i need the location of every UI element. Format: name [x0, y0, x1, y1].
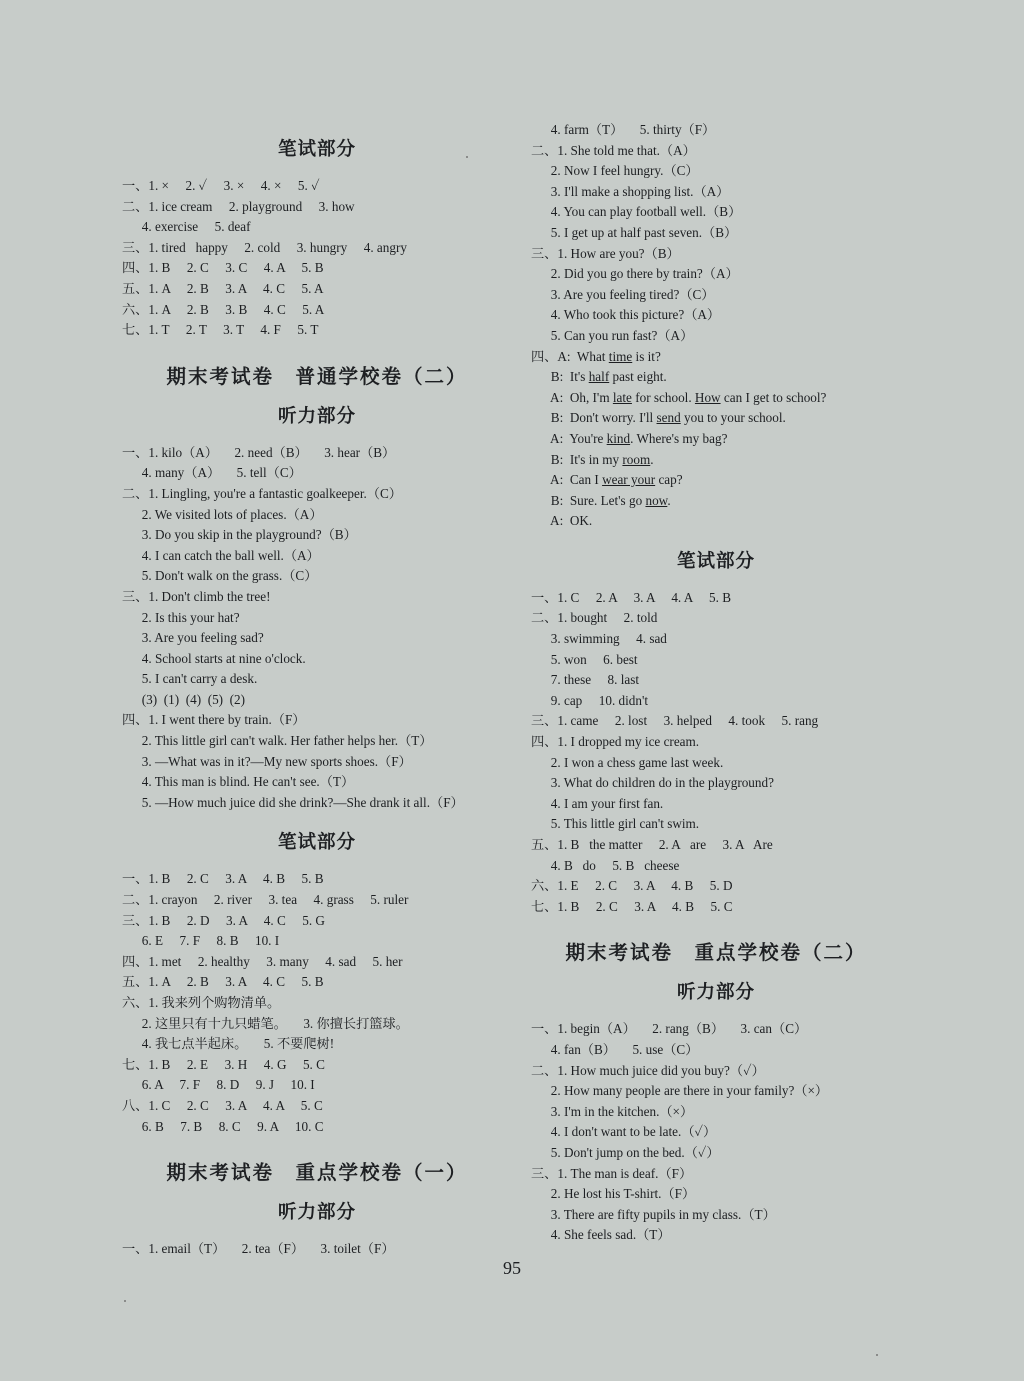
answer-line: 9. cap 10. didn't — [531, 692, 649, 708]
answer-line: 五、1. B the matter 2. A are 3. A Are — [531, 837, 773, 852]
dialogue-text: B: Sure. Let's go — [531, 492, 646, 508]
answer-line: 5. Don't walk on the grass.（C） — [122, 568, 318, 584]
exam-title-key-1: 期末考试卷 重点学校卷（一） — [166, 1161, 468, 1185]
answer-line: 3. —What was in it?—My new sports shoes.（F） — [122, 753, 412, 769]
answer-line: 2. How many people are there in your family?（×） — [531, 1083, 829, 1099]
dialogue-text: is it? — [632, 348, 661, 364]
answer-line: 5. I get up at half past seven.（B） — [531, 224, 738, 240]
exam-title-key-2: 期末考试卷 重点学校卷（二） — [565, 941, 867, 965]
answer-line: 七、1. B 2. E 3. H 4. G 5. C — [122, 1056, 325, 1072]
answer-line: 4. B do 5. B cheese — [531, 857, 680, 873]
answer-line: 八、1. C 2. C 3. A 4. A 5. C — [122, 1097, 323, 1113]
answer-line: 3. I'll make a shopping list.（A） — [531, 183, 730, 199]
section-title-listening-key-2: 听力部分 — [676, 982, 755, 1004]
answer-line: 一、1. C 2. A 3. A 4. A 5. B — [531, 589, 732, 605]
answer-block-written-1 — [122, 176, 512, 341]
answer-block-listening-2 — [122, 443, 512, 814]
answer-line: 二、1. ice cream 2. playground 3. how — [122, 198, 355, 214]
dialogue-text: A: You're — [531, 430, 607, 446]
answer-line: 七、1. B 2. C 3. A 4. B 5. C — [531, 898, 733, 914]
dialogue-line — [531, 388, 901, 409]
section-title-written-1: 笔试部分 — [277, 139, 356, 160]
answer-line: 4. Who took this picture?（A） — [531, 307, 721, 323]
answer-line: 4. She feels sad.（T） — [531, 1227, 671, 1243]
answer-line: 五、1. A 2. B 3. A 4. C 5. A — [122, 280, 324, 296]
section-title-listening-2: 听力部分 — [277, 405, 356, 427]
answer-line: 4. many（A） 5. tell（C） — [122, 465, 302, 481]
answer-line: 2. I won a chess game last week. — [531, 754, 724, 770]
answer-line: 4. 我七点半起床。 5. 不要爬树! — [122, 1036, 335, 1052]
answer-line: 2. He lost his T-shirt.（F） — [531, 1186, 696, 1202]
answer-line: 4. School starts at nine o'clock. — [122, 650, 306, 666]
section-title-written-2: 笔试部分 — [277, 832, 356, 854]
answer-line: 5. Don't jump on the bed.（✓） — [531, 1144, 720, 1160]
answer-block-listening-key-1 — [122, 1239, 512, 1260]
dialogue-text: past eight. — [609, 369, 667, 385]
answer-line: 3. There are fifty pupils in my class.（T） — [531, 1206, 776, 1222]
answer-line: 2. Now I feel hungry.（C） — [531, 163, 699, 179]
answer-line: 3. Are you feeling tired?（C） — [531, 286, 715, 302]
dialogue-answer: half — [588, 369, 610, 385]
answer-line: 2. Did you go there by train?（A） — [531, 266, 739, 282]
section-title-listening-key-1: 听力部分 — [277, 1202, 356, 1224]
answer-line: 六、1. E 2. C 3. A 4. B 5. D — [531, 878, 733, 894]
answer-line: 四、1. met 2. healthy 3. many 4. sad 5. her — [122, 953, 403, 969]
answer-line: 四、1. I dropped my ice cream. — [531, 734, 700, 750]
answer-line: 一、1. email（T） 2. tea（F） 3. toilet（F） — [122, 1241, 395, 1257]
dialogue-text: B: It's — [531, 369, 589, 385]
scan-speck — [124, 1300, 126, 1302]
answer-line: 6. A 7. F 8. D 9. J 10. I — [122, 1077, 315, 1093]
answer-line: 5. Can you run fast?（A） — [531, 327, 694, 343]
answer-line: 六、1. 我来列个购物清单。 — [122, 995, 281, 1010]
dialogue-answer: send — [656, 410, 681, 426]
dialogue-line — [531, 408, 901, 429]
answer-line: 三、1. tired happy 2. cold 3. hungry 4. angry — [122, 239, 407, 255]
answer-line: 4. fan（B） 5. use（C） — [531, 1041, 699, 1057]
answer-line: 二、1. How much juice did you buy?（✓） — [531, 1062, 765, 1078]
dialogue-answer: room — [622, 451, 651, 467]
answer-line: 四、1. B 2. C 3. C 4. A 5. B — [122, 260, 324, 276]
answer-line: 三、1. How are you?（B） — [531, 245, 680, 261]
section-title-written-key-1: 笔试部分 — [676, 550, 755, 572]
answer-line: 4. You can play football well.（B） — [531, 204, 742, 220]
dialogue-line — [531, 450, 901, 471]
answer-line: 4. exercise 5. deaf — [122, 219, 251, 235]
dialogue-text: A: Oh, I'm — [531, 389, 613, 405]
answer-line: 5. won 6. best — [531, 651, 638, 667]
answer-line: 4. I don't want to be late.（✓） — [531, 1124, 717, 1140]
answer-line: 5. —How much juice did she drink?—She drank it all.（F） — [122, 794, 464, 810]
answer-line: 4. This man is blind. He can't see.（T） — [122, 774, 355, 790]
answer-line: 一、1. begin（A） 2. rang（B） 3. can（C） — [531, 1021, 808, 1037]
dialogue-text: . — [650, 451, 654, 467]
right-column — [531, 120, 901, 1246]
answer-line: 五、1. A 2. B 3. A 4. C 5. B — [122, 974, 324, 990]
dialogue-answer: wear your — [602, 472, 656, 488]
dialogue-answer: How — [694, 389, 721, 405]
dialogue-line — [531, 470, 901, 491]
dialogue-text: B: It's in my — [531, 451, 623, 467]
answer-line: 2. 这里只有十九只蜡笔。 3. 你擅长打篮球。 — [122, 1015, 409, 1031]
answer-line: 6. B 7. B 8. C 9. A 10. C — [122, 1118, 324, 1134]
dialogue-text: . Where's my bag? — [630, 430, 728, 446]
answer-block-listening-key-2 — [531, 1019, 901, 1246]
dialogue-line — [531, 429, 901, 450]
answer-block-written-2 — [122, 869, 512, 1137]
answer-line: 2. This little girl can't walk. Her father helps her.（T） — [122, 733, 433, 749]
answer-line: 4. I am your first fan. — [531, 795, 664, 811]
dialogue-line — [531, 367, 901, 388]
dialogue-answer: late — [612, 389, 632, 405]
answer-line: 二、1. Lingling, you're a fantastic goalkeeper.（C） — [122, 485, 402, 501]
answer-line: 5. I can't carry a desk. — [122, 671, 258, 687]
answer-line: 七、1. T 2. T 3. T 4. F 5. T — [122, 322, 319, 338]
dialogue-text: A: OK. — [531, 513, 593, 529]
answer-line: 4. farm（T） 5. thirty（F） — [531, 122, 716, 137]
left-column — [122, 136, 512, 1260]
answer-line: 3. I'm in the kitchen.（×） — [531, 1103, 694, 1119]
answer-line: (3) (1) (4) (5) (2) — [122, 691, 246, 707]
dialogue-text: B: Don't worry. I'll — [531, 410, 657, 426]
answer-line: 六、1. A 2. B 3. B 4. C 5. A — [122, 301, 325, 317]
answer-line: 一、1. × 2. ✓ 3. × 4. × 5. ✓ — [122, 178, 320, 193]
answer-block-listening-continued — [531, 120, 901, 347]
dialogue-answer: kind — [606, 430, 631, 446]
dialogue-text: you to your school. — [680, 410, 786, 426]
answer-line: 4. I can catch the ball well.（A） — [122, 547, 320, 563]
dialogue-line — [531, 347, 901, 368]
answer-line: 二、1. crayon 2. river 3. tea 4. grass 5. ruler — [122, 892, 409, 908]
answer-line: 5. This little girl can't swim. — [531, 816, 700, 832]
answer-line: 3. Do you skip in the playground?（B） — [122, 527, 357, 543]
scan-speck — [876, 1354, 878, 1356]
answer-line: 三、1. The man is deaf.（F） — [531, 1165, 693, 1181]
dialogue-block — [531, 347, 901, 532]
dialogue-line — [531, 511, 901, 532]
dialogue-text: . — [667, 492, 671, 508]
dialogue-text: for school. — [631, 389, 695, 405]
answer-line: 7. these 8. last — [531, 672, 640, 688]
answer-line: 三、1. came 2. lost 3. helped 4. took 5. rang — [531, 713, 819, 729]
answer-line: 三、1. B 2. D 3. A 4. C 5. G — [122, 912, 325, 928]
page-number: 95 — [503, 1258, 521, 1278]
dialogue-text: A: Can I — [531, 472, 603, 488]
answer-block-written-key-1 — [531, 588, 901, 918]
answer-line: 3. Are you feeling sad? — [122, 630, 264, 646]
answer-line: 四、1. I went there by train.（F） — [122, 712, 306, 728]
answer-line: 一、1. kilo（A） 2. need（B） 3. hear（B） — [122, 444, 396, 460]
answer-line: 3. What do children do in the playground? — [531, 775, 774, 791]
dialogue-line — [531, 491, 901, 512]
answer-line: 三、1. Don't climb the tree! — [122, 588, 271, 604]
answer-line: 2. Is this your hat? — [122, 609, 240, 625]
exam-title-ordinary-2: 期末考试卷 普通学校卷（二） — [166, 364, 468, 388]
answer-line: 一、1. B 2. C 3. A 4. B 5. B — [122, 871, 324, 887]
dialogue-text: cap? — [655, 472, 683, 488]
answer-line: 3. swimming 4. sad — [531, 631, 667, 647]
dialogue-answer: now — [645, 492, 668, 508]
dialogue-answer: time — [608, 348, 633, 364]
answer-line: 二、1. bought 2. told — [531, 610, 658, 626]
answer-line: 6. E 7. F 8. B 10. I — [122, 933, 280, 949]
answer-line: 二、1. She told me that.（A） — [531, 142, 696, 158]
scan-speck — [466, 156, 468, 158]
dialogue-text: can I get to school? — [720, 389, 827, 405]
dialogue-text: 四、A: What — [531, 348, 609, 364]
answer-line: 2. We visited lots of places.（A） — [122, 506, 323, 522]
